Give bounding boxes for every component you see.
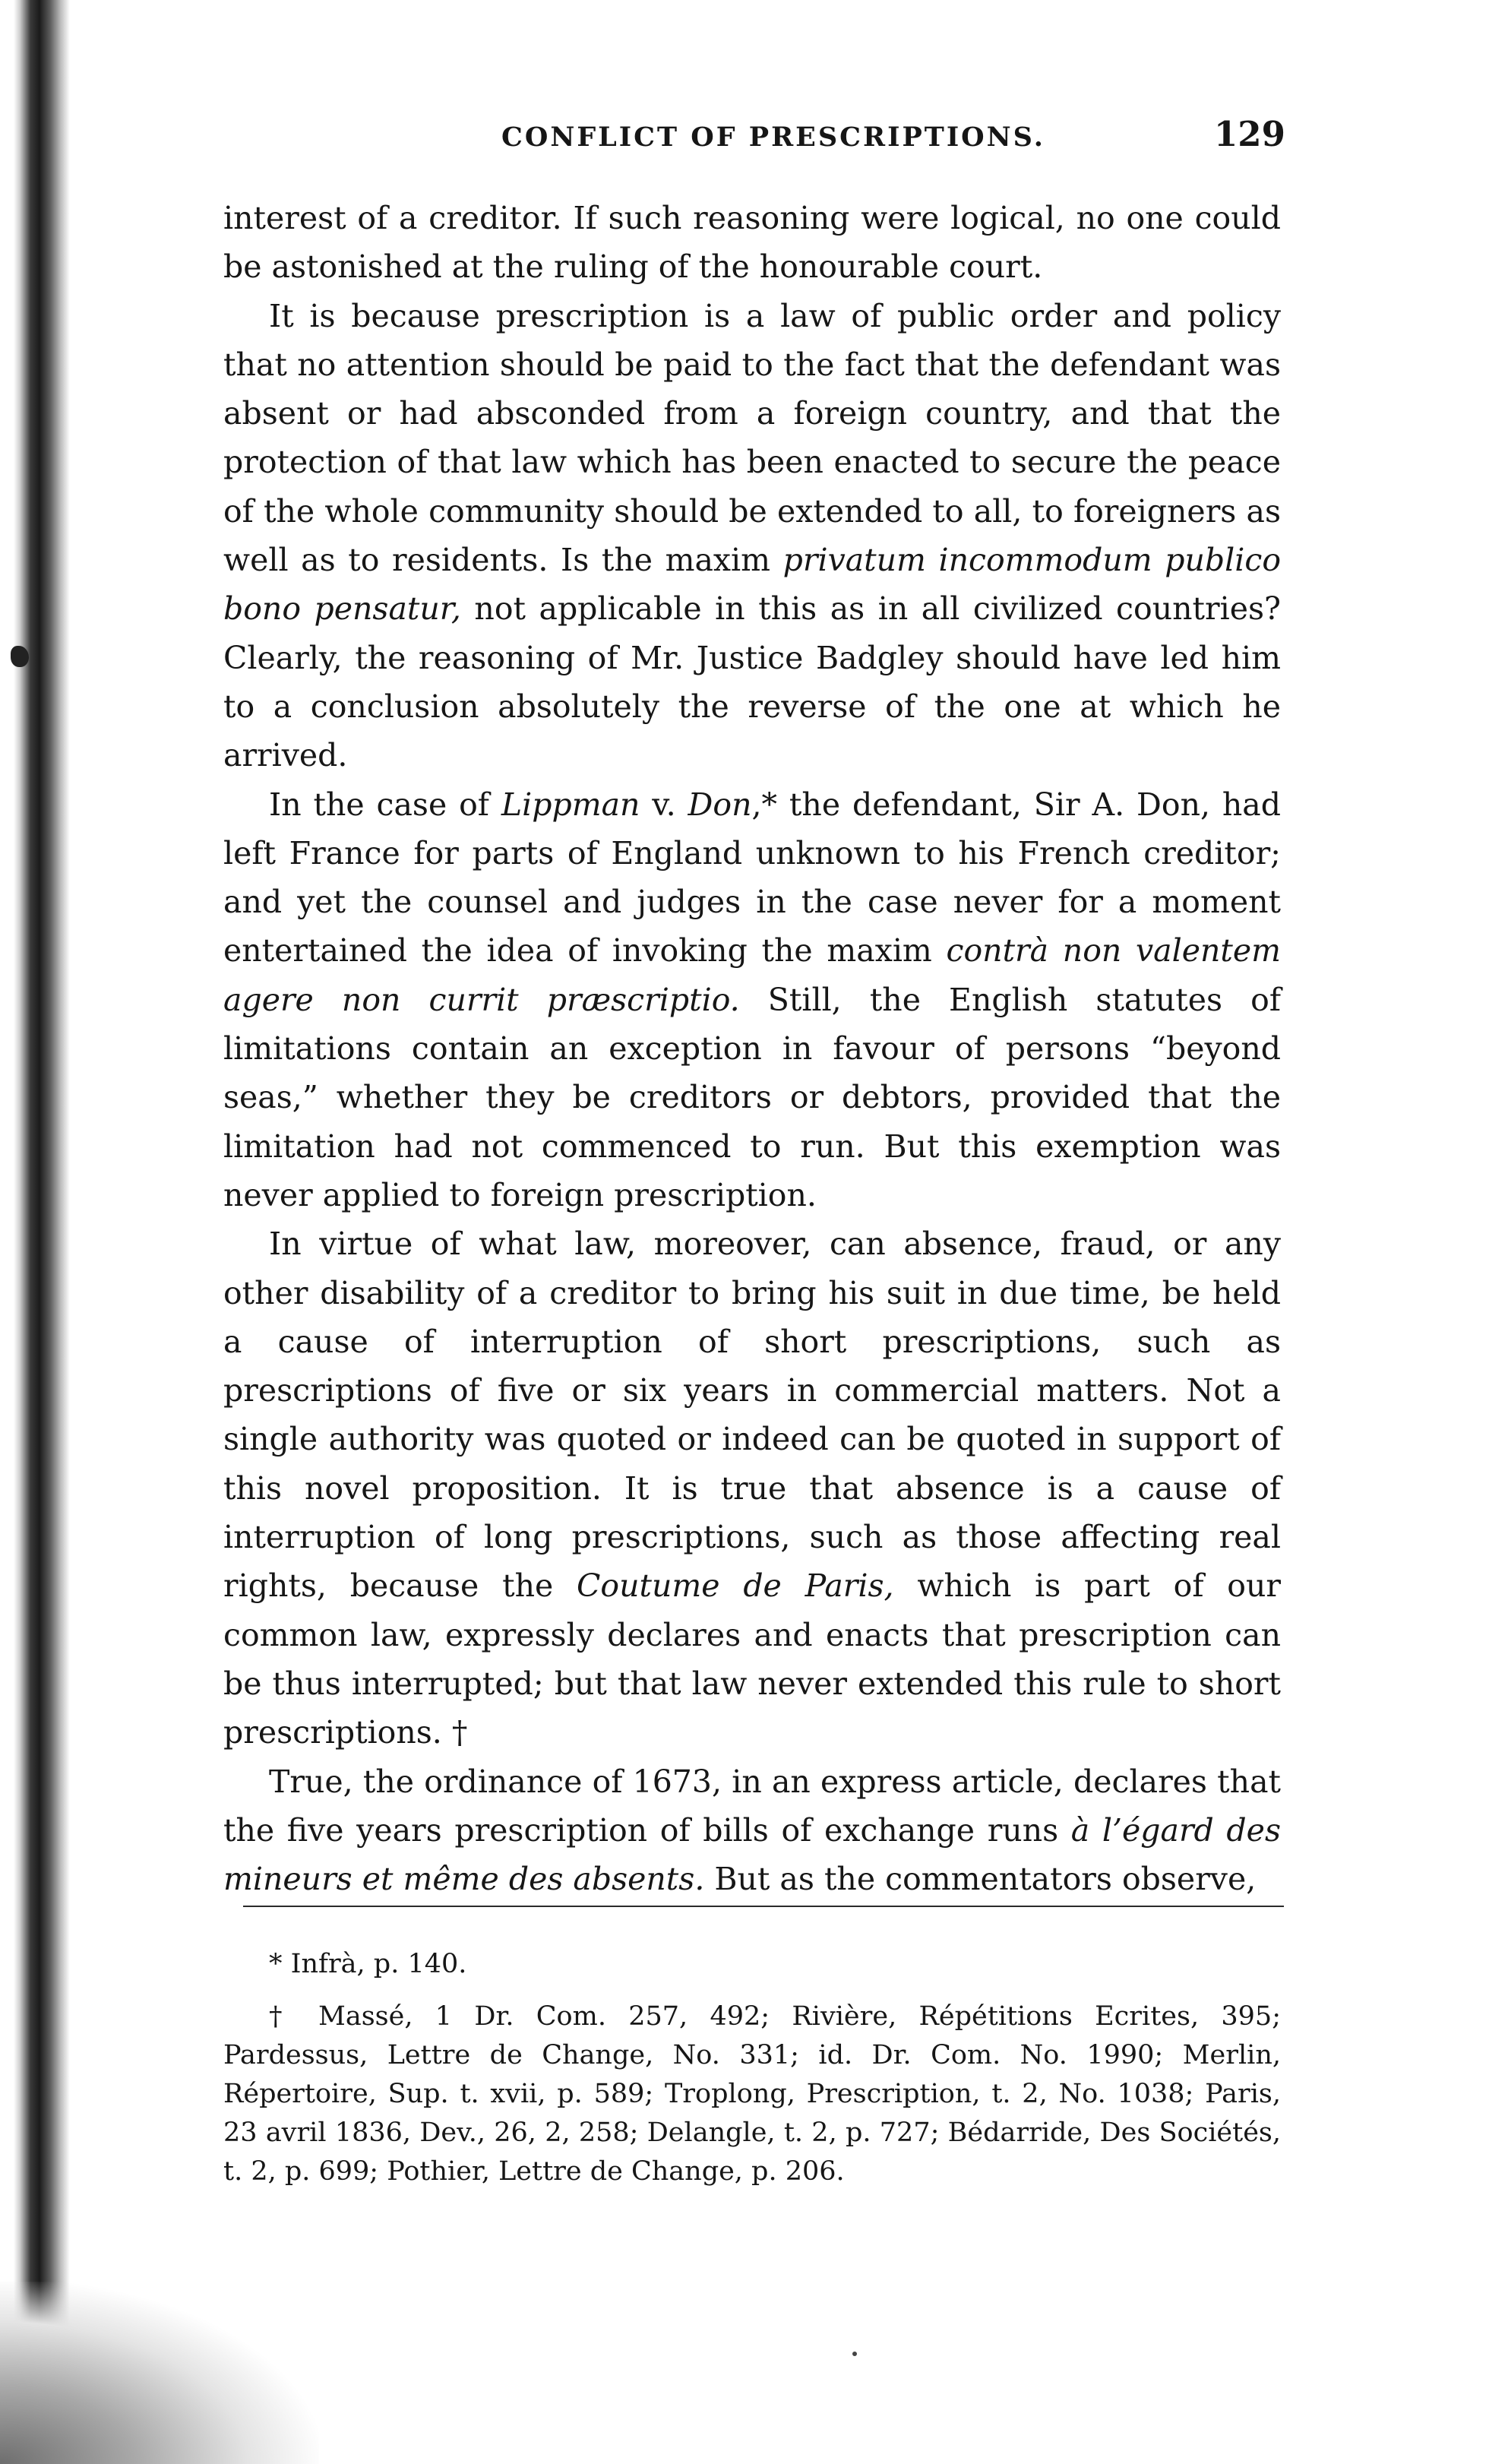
page-corner-shadow <box>0 2282 319 2464</box>
paragraph-5-text-a: True, the ordinance of 1673, in an express article, declares that the five years prescription of bills of exchange runs <box>223 1763 1281 1849</box>
running-head: CONFLICT OF PRESCRIPTIONS. <box>501 122 1045 153</box>
case-party-lippman: Lippman <box>501 786 640 823</box>
footnote-1: * Infrà, p. 140. <box>269 1949 467 1979</box>
ink-speck <box>852 2352 857 2356</box>
french-phrase: à l’égard des mineurs et même des absents. <box>223 1811 1281 1898</box>
latin-maxim-privatum: privatum incommodum publico bono pensatur, <box>223 542 1281 628</box>
footnotes <box>223 1945 1281 2191</box>
case-versus: v. <box>640 786 688 823</box>
book-spine-shadow <box>0 0 70 2464</box>
paragraph-1: interest of a creditor. If such reasoning were logical, no one could be astonished at the ruling of the honourable court. <box>223 200 1281 286</box>
paragraph-5 <box>223 1757 1281 1904</box>
footnote-mark-asterisk: ,* <box>751 786 778 823</box>
paragraph-4 <box>223 1219 1281 1757</box>
paragraph-5-text-b: But as the commentators observe, <box>704 1861 1257 1898</box>
paragraph-4-text-a: In virtue of what law, moreover, can absence, fraud, or any other disability of a creditor to bring his suit in due time, be held a cause of interruption of short prescriptions, such as prescriptions of five or six years in commercial matters. Not a single authority was quoted or indeed can be quoted in support of this novel proposition. It is true that absence is a cause of interruption of long prescriptions, such as those affecting real rights, because the <box>223 1226 1281 1605</box>
margin-ink-mark <box>11 646 29 667</box>
paragraph-4-text-b: which is part of our common law, expressly declares and enacts that prescription can be thus interrupted; but that law never extended this rule to short prescriptions. † <box>223 1567 1281 1751</box>
case-party-don: Don <box>688 786 752 823</box>
paragraph-3-text-a: In the case of <box>269 786 501 823</box>
paragraph-2 <box>223 292 1281 780</box>
footnote-2: † Massé, 1 Dr. Com. 257, 492; Rivière, Répétitions Ecrites, 395; Pardessus, Lettre de Change, No. 331; id. Dr. Com. No. 1990; Merlin, Répertoire, Sup. t. xvii, p. 589; Troplong, Prescription, t. 2, No. 1038; Paris, 23 avril 1836, Dev., 26, 2, 258; Delangle, t. 2, p. 727; Bédarride, Des Sociétés, t. 2, p. 699; Pothier, Lettre de Change, p. 206. <box>223 2001 1281 2187</box>
paragraph-3-text-c: Still, the English statutes of limitations contain an exception in favour of persons “beyond seas,” whether they be creditors or debtors, provided that the limitation had not commenced to run. But this exemption was never applied to foreign prescription. <box>223 981 1281 1213</box>
page-number: 129 <box>1214 114 1285 154</box>
body-text <box>223 194 1281 1903</box>
paragraph-3-text-b: the defendant, Sir A. Don, had left France for parts of England unknown to his French creditor; and yet the counsel and judges in the case never for a moment entertained the idea of invoking the maxim <box>223 786 1281 969</box>
coutume-de-paris: Coutume de Paris, <box>577 1567 894 1605</box>
latin-maxim-contra: contrà non valentem agere non currit præscriptio. <box>223 932 1281 1018</box>
paragraph-2-text-b: not applicable in this as in all civilized countries? Clearly, the reasoning of Mr. Justice Badgley should have led him to a conclusion absolutely the reverse of the one at which he arrived. <box>223 590 1281 774</box>
paragraph-3 <box>223 780 1281 1220</box>
paragraph-2-text-a: It is because prescription is a law of public order and policy that no attention should be paid to the fact that the defendant was absent or had absconded from a foreign country, and that the protection of that law which has been enacted to secure the peace of the whole community should be extended to all, to foreigners as well as to residents. Is the maxim <box>223 297 1281 579</box>
footnote-divider <box>243 1906 1284 1907</box>
